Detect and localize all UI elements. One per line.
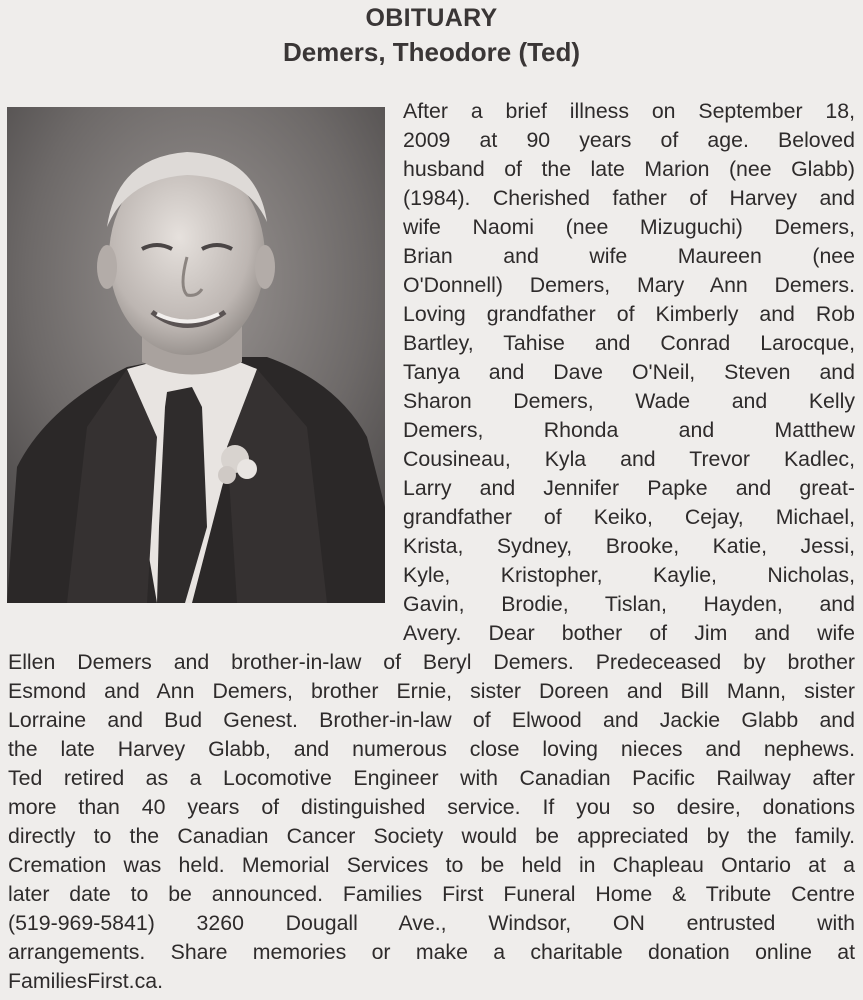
deceased-name: Demers, Theodore (Ted) [282, 37, 581, 67]
text-line: arrangements. Share memories or make a charitable donation online at [8, 940, 855, 964]
text-line: Tanya and Dave O'Neil, Steven and [403, 360, 855, 384]
text-line: the late Harvey Glabb, and numerous close loving nieces and nephews. [8, 737, 855, 761]
text-line: husband of the late Marion (nee Glabb) [403, 157, 855, 181]
text-line: (1984). Cherished father of Harvey and [403, 186, 855, 210]
text-line: Larry and Jennifer Papke and great- [403, 476, 855, 500]
text-line: Ted retired as a Locomotive Engineer with Canadian Pacific Railway after [8, 766, 855, 790]
text-line: wife Naomi (nee Mizuguchi) Demers, [403, 215, 855, 239]
portrait-illustration [7, 107, 385, 603]
text-line: Krista, Sydney, Brooke, Katie, Jessi, [403, 534, 855, 558]
text-line: Sharon Demers, Wade and Kelly [403, 389, 855, 413]
text-line: Esmond and Ann Demers, brother Ernie, sister Doreen and Bill Mann, sister [8, 679, 855, 703]
obituary-heading: OBITUARY [365, 4, 498, 32]
text-line: later date to be announced. Families First Funeral Home & Tribute Centre [8, 882, 855, 906]
text-line: After a brief illness on September 18, [403, 99, 855, 123]
text-line: more than 40 years of distinguished service. If you so desire, donations [8, 795, 855, 819]
text-line: Demers, Rhonda and Matthew [403, 418, 855, 442]
text-line: Brian and wife Maureen (nee [403, 244, 855, 268]
text-line: Cremation was held. Memorial Services to be held in Chapleau Ontario at a [8, 853, 855, 877]
text-line: Bartley, Tahise and Conrad Larocque, [403, 331, 855, 355]
obituary-text-full-width [8, 648, 855, 996]
portrait-photo [7, 107, 385, 603]
text-line: Lorraine and Bud Genest. Brother-in-law of Elwood and Jackie Glabb and [8, 708, 855, 732]
obituary-text-beside-photo [403, 97, 855, 648]
text-line: (519-969-5841) 3260 Dougall Ave., Windsor, ON entrusted with [8, 911, 855, 935]
text-line: FamiliesFirst.ca. [8, 969, 164, 993]
text-line: Loving grandfather of Kimberly and Rob [403, 302, 855, 326]
text-line: Kyle, Kristopher, Kaylie, Nicholas, [403, 563, 855, 587]
text-line: Cousineau, Kyla and Trevor Kadlec, [403, 447, 855, 471]
text-line: Ellen Demers and brother-in-law of Beryl Demers. Predeceased by brother [8, 650, 855, 674]
text-line: Gavin, Brodie, Tislan, Hayden, and [403, 592, 855, 616]
text-line: 2009 at 90 years of age. Beloved [403, 128, 855, 152]
text-line: directly to the Canadian Cancer Society would be appreciated by the family. [8, 824, 855, 848]
text-line: O'Donnell) Demers, Mary Ann Demers. [403, 273, 855, 297]
text-line: Avery. Dear bother of Jim and wife [403, 621, 855, 645]
text-line: grandfather of Keiko, Cejay, Michael, [403, 505, 855, 529]
